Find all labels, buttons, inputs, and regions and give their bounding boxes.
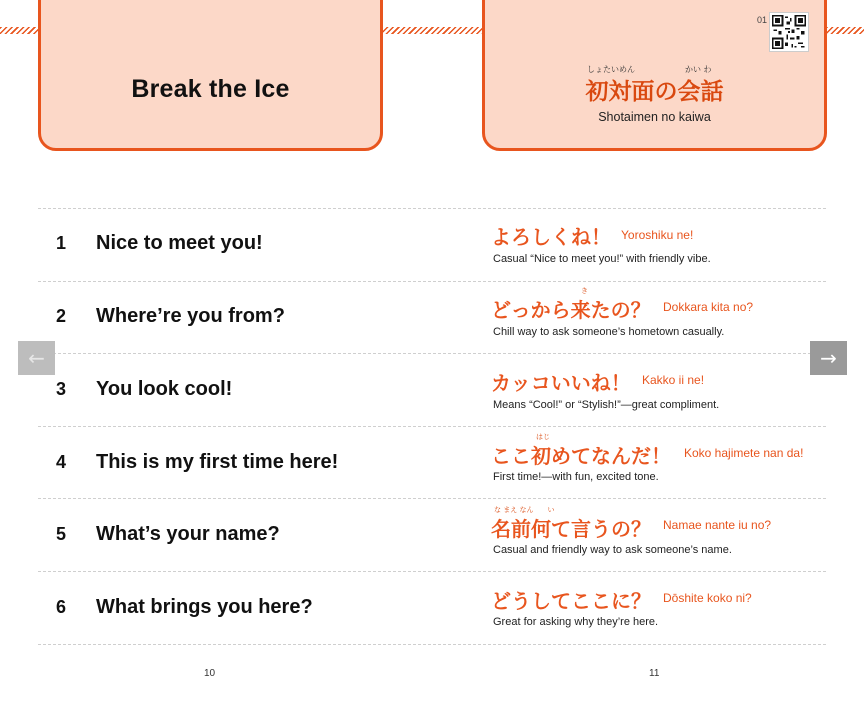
row-number: 5	[55, 524, 66, 544]
english-phrase: This is my first time here!	[96, 451, 339, 473]
japanese-phrase: カッコいいね！	[491, 371, 631, 395]
row-divider	[38, 644, 826, 645]
english-phrase: You look cool!	[96, 378, 233, 400]
row-divider	[38, 571, 826, 572]
row-number: 1	[55, 233, 66, 253]
zigzag-decoration	[826, 27, 864, 34]
japanese-phrase: 名前何て言うの？	[491, 517, 651, 541]
page-title-romaji: Shotaimen no kaiwa	[598, 110, 711, 124]
right-header-card	[482, 0, 827, 151]
page-title: Break the Ice	[131, 75, 290, 103]
english-phrase: What brings you here?	[96, 596, 313, 618]
arrow-left-icon: ←	[28, 346, 45, 370]
qr-code-icon[interactable]	[770, 13, 808, 51]
phrase-description: Great for asking why they’re here.	[493, 616, 659, 628]
romaji-reading: Namae nante iu no?	[663, 518, 772, 532]
japanese-phrase: ここ初めてなんだ！	[491, 444, 671, 468]
row-divider	[38, 353, 826, 354]
romaji-reading: Koko hajimete nan da!	[684, 446, 804, 460]
row-divider	[38, 498, 826, 499]
furigana: き	[581, 287, 588, 295]
title-furigana: しょたいめん	[587, 65, 635, 74]
qr-number: 01	[757, 15, 768, 25]
phrase-description: Chill way to ask someone’s hometown casually.	[493, 326, 725, 338]
zigzag-decoration	[381, 27, 483, 34]
zigzag-decoration	[0, 27, 40, 34]
next-page-button[interactable]	[810, 341, 847, 375]
phrase-description: First time!—with fun, excited tone.	[493, 471, 659, 483]
phrase-description: Casual and friendly way to ask someone’s name.	[493, 544, 732, 556]
romaji-reading: Dōshite koko ni?	[663, 591, 752, 605]
row-number: 4	[55, 452, 66, 472]
english-phrase: What’s your name?	[96, 523, 280, 545]
romaji-reading: Dokkara kita no?	[663, 300, 754, 314]
furigana: な まえ なん い	[494, 506, 555, 514]
phrase-description: Means “Cool!” or “Stylish!”—great compliment.	[493, 399, 720, 411]
phrase-description: Casual “Nice to meet you!” with friendly vibe.	[493, 253, 711, 265]
romaji-reading: Kakko ii ne!	[642, 373, 705, 387]
page-number-right: 11	[649, 668, 660, 679]
japanese-phrase: どっから来たの？	[491, 298, 651, 322]
arrow-right-icon: →	[820, 346, 837, 370]
english-phrase: Where’re you from?	[96, 305, 285, 327]
row-divider	[38, 281, 826, 282]
title-furigana: かい わ	[685, 65, 712, 74]
english-phrase: Nice to meet you!	[96, 232, 263, 254]
row-number: 6	[55, 597, 66, 617]
previous-page-button[interactable]	[18, 341, 55, 375]
furigana: はじ	[536, 433, 550, 441]
left-header-card	[38, 0, 383, 151]
row-number: 3	[55, 379, 66, 399]
page-number-left: 10	[204, 668, 216, 679]
japanese-phrase: よろしくね！	[491, 225, 611, 249]
romaji-reading: Yoroshiku ne!	[621, 228, 694, 242]
row-divider	[38, 426, 826, 427]
row-number: 2	[55, 306, 66, 326]
japanese-phrase: どうしてここに？	[491, 589, 651, 613]
page-title-japanese: 初対面の会話	[585, 79, 724, 105]
row-divider	[38, 208, 826, 209]
